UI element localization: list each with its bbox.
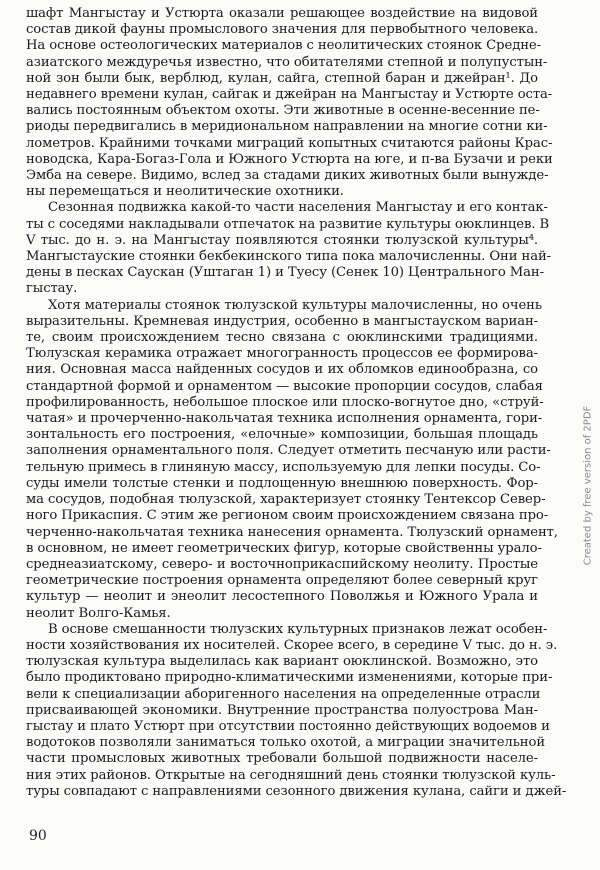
text-line: культур — неолит и энеолит лесостепного Поволжья и Южного Урала и [26,589,538,605]
text-line: азиатского междуречья известно, что обитателями степной и полупустын- [26,54,548,70]
text-line: V тыс. до н. э. на Мангыстау появляются стоянки тюлузской культуры⁴. [26,232,538,248]
text-line: суды имели толстые стенки и подлощенную внешнюю поверхность. Фор- [26,475,538,491]
text-line: присваивающей экономики. Внутренние пространства полуострова Ман- [26,702,538,718]
text-line: тельную примесь в глиняную массу, используемую для лепки посуды. Со- [26,459,541,475]
body-text [26,6,567,800]
paragraph-3 [26,297,558,622]
paragraph-1 [26,6,553,200]
text-line: гыстау. [26,281,78,297]
text-line: геометрические построения орнамента определяют более северный круг [26,573,538,589]
text-line: вались постоянным объектом охоты. Эти животные в осенне-весенние пе- [26,103,540,119]
text-line: гыстау и плато Устюрт при отсутствии постоянно действующих водоемов и [26,718,550,734]
text-line: Сезонная подвижка какой-то части населения Мангыстау и его контак- [48,200,548,216]
text-line: стандартной формой и орнаментом — высокие пропорции сосудов, слабая [26,378,543,394]
text-line: шафт Мангыстау и Устюрта оказали решающее воздействие на видовой [26,6,538,21]
text-line: ния этих районов. Открытые на сегодняшний день стоянки тюлузской куль- [26,767,556,783]
text-line: среднеазиатскому, северо- и восточноприкаспийскому неолиту. Простые [26,556,538,572]
text-line: профилированность, небольшое плоское или плоско-вогнутое дно, «струй- [26,394,544,410]
text-line: водотоков позволяли заниматься только охотой, а миграции значительной [26,735,546,751]
text-line: ности хозяйствования их носителей. Скорее всего, в середине V тыс. до н. э. [26,637,558,653]
text-line: риоды передвигались в меридиональном направлении на многие сотни ки- [26,119,548,135]
text-line: В основе смешанности тюлузских культурных признаков лежат особен- [48,621,548,637]
text-line: в основном, не имеет геометрических фигур, которые свойственны урало- [26,540,542,556]
text-line: На основе остеологических материалов с неолитических стоянок Средне- [26,38,541,54]
text-line: неолит Волго-Камья. [26,605,171,621]
text-line: состав дикой фауны промыслового значения для первобытного человека. [26,22,539,38]
text-line: Тюлузская керамика отражает многогранность процессов ее формирова- [26,346,538,362]
watermark-text: Created by free version of 2PDF [582,405,594,566]
text-line: вели к специализации аборигенного населения на определенные отрасли [26,686,541,702]
text-line: недавнего времени кулан, сайгак и джейран на Мангыстау и Устюрте оста- [26,87,553,103]
text-line: чатая» и прочерченно-накольчатая техника исполнения орнамента, гори- [26,411,543,427]
text-line: заполнения орнаментального поля. Следует отметить песчаную или расти- [26,443,551,459]
pdf-watermark [566,360,600,620]
text-line: ного Прикаспия. С этим же регионом своим происхождением связана про- [26,508,549,524]
paragraph-4 [26,621,567,800]
text-line: выразительны. Кремневая индустрия, особенно в мангыстауском вариан- [26,313,538,329]
text-line: дены в песках Саускан (Уштаган 1) и Туесу (Сенек 10) Центрального Ман- [26,265,544,281]
text-line: туры совпадают с направлениями сезонного движения кулана, сайги и джей- [26,783,567,799]
text-line: ты с соседями накладывали отпечаток на развитие культуры оюклинцев. В [26,216,550,232]
text-line: Мангыстауские стоянки бекбекинского типа пока малочисленны. Они най- [26,249,551,265]
page-number: 90 [29,828,47,844]
text-line: Хотя материалы стоянок тюлузской культуры малочисленны, но очень [48,297,542,313]
text-line: ния. Основная масса найденных сосудов и их обломков единообразна, со [26,362,538,378]
text-line: части промысловых животных требовали большой подвижности населе- [26,751,538,767]
text-line: ма сосудов, подобная тюлузской, характеризует стоянку Тентексор Север- [26,492,546,508]
text-line: Эмба на севере. Видимо, вслед за стадами диких животных были вынужде- [26,168,549,184]
text-line: ной зон были бык, верблюд, кулан, сайга, степной баран и джейран¹. До [26,70,538,86]
text-line: те, своим происхождением тесно связана с оюклинскими традициями. [26,330,538,346]
text-line: новодска, Кара-Богаз-Гола и Южного Устюрта на юге, и п-ва Бузачи и реки [26,151,553,167]
text-line: тюлузская культура выделилась как вариант оюклинской. Возможно, это [26,654,538,670]
text-line: зонтальность его построения, «елочные» композиции, большая площадь [26,427,538,443]
text-line: лометров. Крайними точками миграций копытных считаются районы Крас- [26,135,553,151]
paragraph-2 [26,200,551,297]
text-line: ны перемещаться и неолитические охотники. [26,184,344,200]
text-line: было продиктовано природно-климатическими изменениями, которые при- [26,670,553,686]
text-line: черченно-накольчатая техника нанесения орнамента. Тюлузский орнамент, [26,524,558,540]
